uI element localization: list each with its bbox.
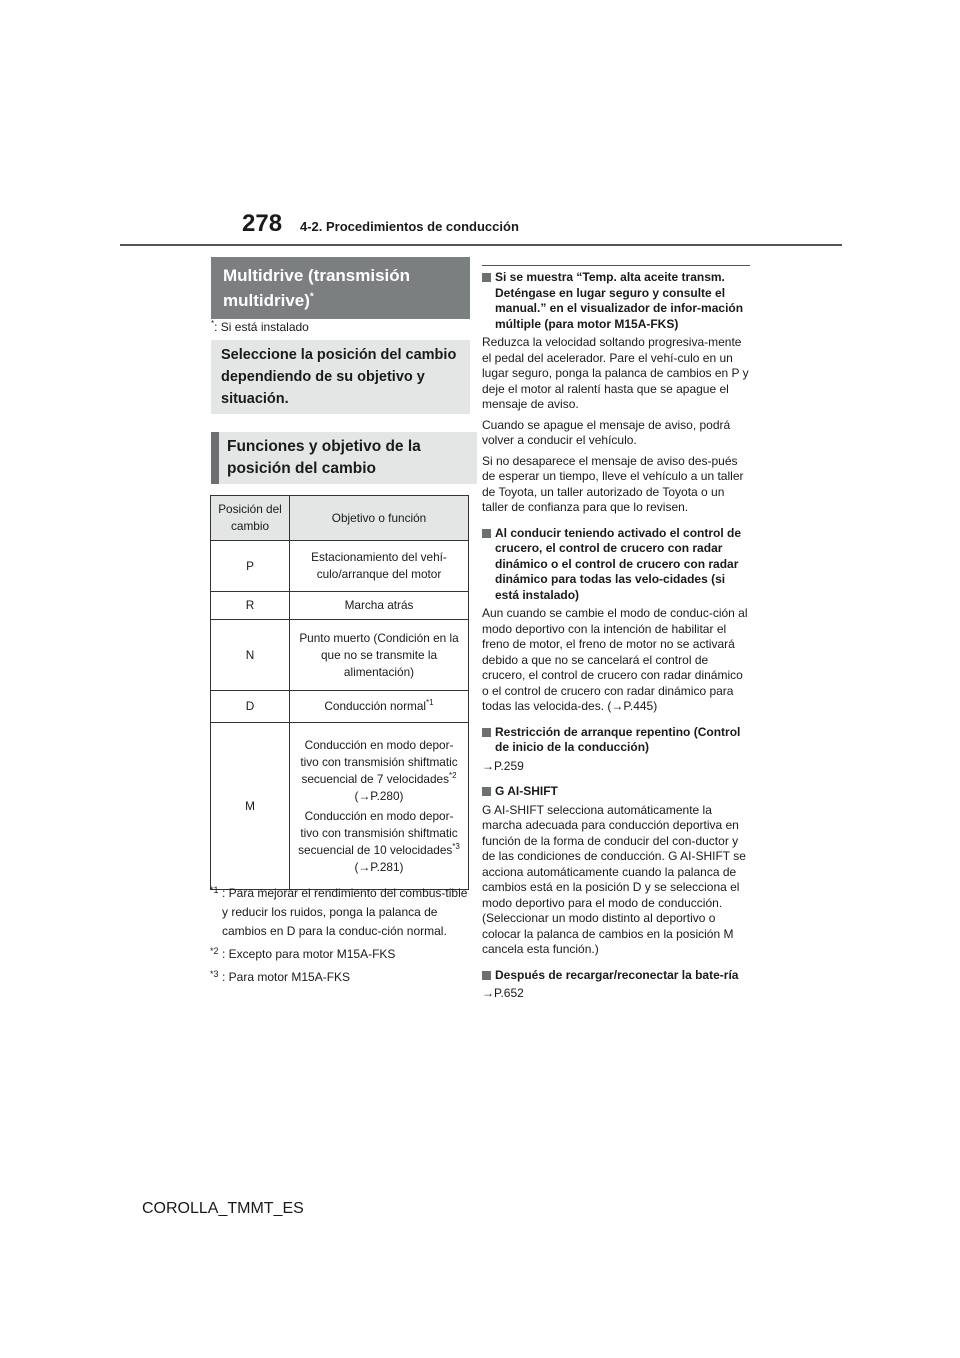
info-heading	[482, 526, 750, 604]
page-ref: (→P.281)	[354, 859, 404, 874]
cell-function: Estacionamiento del vehí-culo/arranque del motor	[290, 541, 469, 592]
page-ref: (→P.280)	[354, 788, 404, 803]
footnotes	[210, 884, 472, 987]
square-bullet-icon	[482, 971, 491, 980]
page-reference: →P.652	[482, 986, 524, 1000]
info-section	[482, 968, 750, 1002]
sub-heading-text: Funciones y objetivo de la posición del cambio	[227, 438, 421, 477]
table-header-row	[211, 496, 469, 541]
footnote	[210, 945, 472, 964]
header-position: Posición del cambio	[211, 496, 290, 541]
main-heading-mark: *	[309, 291, 314, 303]
info-heading-text: Después de recargar/reconectar la bate-ría	[495, 967, 739, 982]
right-column	[482, 265, 750, 1012]
cell-function: Marcha atrás	[290, 592, 469, 620]
info-section	[482, 784, 750, 958]
footnote-ref: *2	[449, 770, 457, 780]
footnote	[210, 968, 472, 987]
square-bullet-icon	[482, 787, 491, 796]
cell-position: R	[211, 592, 290, 620]
paragraph: Reduzca la velocidad soltando progresiva-mente el pedal del acelerador. Pare el vehí-culo en un lugar seguro, ponga la palanca de cambios en P y deje el motor al ralentí hasta que se apague el mensaje de aviso.	[482, 335, 749, 411]
info-section	[482, 725, 750, 775]
intro-box	[211, 340, 470, 414]
paragraph: Si no desaparece el mensaje de aviso des-pués de esperar un tiempo, lleve el vehículo a un taller de Toyota, un taller autorizado de Toyota o un taller de confianza para que lo revisen.	[482, 453, 744, 514]
cell-position: M	[211, 723, 290, 890]
section-title: 4-2. Procedimientos de conducción	[300, 219, 519, 234]
installed-note-mark: *	[211, 319, 215, 328]
installed-note-text: : Si está instalado	[214, 320, 309, 334]
info-heading-text: Restricción de arranque repentino (Control de inicio de la conducción)	[495, 724, 741, 754]
cell-function-text: Conducción en modo depor-tivo con transmisión shiftmatic secuencial de 7 velocidades	[300, 737, 458, 786]
table-row	[211, 592, 469, 620]
cell-function-text: Conducción en modo depor-tivo con transmisión shiftmatic secuencial de 10 velocidades	[298, 808, 458, 857]
info-heading-text: Al conducir teniendo activado el control de crucero, el control de crucero con radar dinámico o el control de crucero con radar dinámico para todas las velo-cidades (si está instalado)	[495, 525, 742, 602]
sub-heading	[211, 432, 477, 484]
header-function: Objetivo o función	[290, 496, 469, 541]
info-heading	[482, 784, 750, 800]
paragraph: Cuando se apague el mensaje de aviso, podrá volver a conducir el vehículo.	[482, 417, 731, 447]
info-section	[482, 526, 750, 715]
page-number: 278	[242, 210, 283, 237]
table-row	[211, 620, 469, 691]
info-heading	[482, 968, 750, 984]
footnote-text: : Para mejorar el rendimiento del combus-tible y reducir los ruidos, ponga la palanca de cambios en D para la conduc-ción normal.	[222, 886, 468, 938]
main-heading-text: Multidrive (transmisión multidrive)	[223, 266, 411, 310]
footnote-text: : Para motor M15A-FKS	[222, 970, 351, 984]
cell-position: P	[211, 541, 290, 592]
cell-function-part	[296, 737, 462, 805]
footnote-text: : Excepto para motor M15A-FKS	[222, 947, 396, 961]
paragraph: G AI-SHIFT selecciona automáticamente la marcha adecuada para conducción deportiva en función de la forma de conducir del con-ductor y de las condiciones de conducción. G AI-SHIFT se acciona automáticamente cuando la palanca de cambios está en la posición D y se selecciona el modo deportivo para el modo de conducción. (Seleccionar un modo distinto al deportivo o colocar la palanca de cambios en la posición M cancela esta función.)	[482, 802, 746, 956]
main-heading	[211, 257, 470, 319]
info-heading	[482, 725, 750, 756]
info-heading	[482, 270, 750, 332]
square-bullet-icon	[482, 529, 491, 538]
footnote-ref: *3	[452, 841, 460, 851]
footnote-ref: *1	[426, 698, 434, 708]
cell-position: D	[211, 691, 290, 723]
footnote-mark: *1	[210, 885, 219, 895]
right-top-rule	[482, 265, 750, 266]
cell-function-part	[296, 808, 462, 876]
square-bullet-icon	[482, 728, 491, 737]
footnote-mark: *2	[210, 946, 219, 956]
installed-note	[211, 320, 309, 334]
shift-position-table	[210, 495, 469, 890]
intro-text: Seleccione la posición del cambio dependiendo de su objetivo y situación.	[221, 347, 457, 407]
info-section	[482, 270, 750, 516]
page-reference: →P.259	[482, 758, 524, 773]
footnote-mark: *3	[210, 969, 219, 979]
cell-function	[290, 723, 469, 890]
cell-position: N	[211, 620, 290, 691]
header-divider	[120, 244, 842, 246]
paragraph: Aun cuando se cambie el modo de conduc-ción al modo deportivo con la intención de habilitar el freno de motor, el freno de motor no se activará debido a que no se cancelará el control de crucero, el control de crucero con radar dinámico o el control de crucero con radar dinámico para todas las velocida-des. (→P.445)	[482, 606, 748, 713]
info-heading-text: G AI-SHIFT	[495, 784, 558, 798]
cell-function	[290, 691, 469, 723]
cell-function-text: Conducción normal	[324, 699, 427, 713]
footnote	[210, 884, 472, 941]
table-row	[211, 723, 469, 890]
info-heading-text: Si se muestra “Temp. alta aceite transm. Deténgase en lugar seguro y consulte el manual.” en el visualizador de infor-mación múltiple (para motor M15A-FKS)	[495, 270, 744, 331]
cell-function: Punto muerto (Condición en la que no se transmite la alimentación)	[290, 620, 469, 691]
document-code: COROLLA_TMMT_ES	[142, 1200, 304, 1217]
table-row	[211, 691, 469, 723]
square-bullet-icon	[482, 273, 491, 282]
table-row	[211, 541, 469, 592]
